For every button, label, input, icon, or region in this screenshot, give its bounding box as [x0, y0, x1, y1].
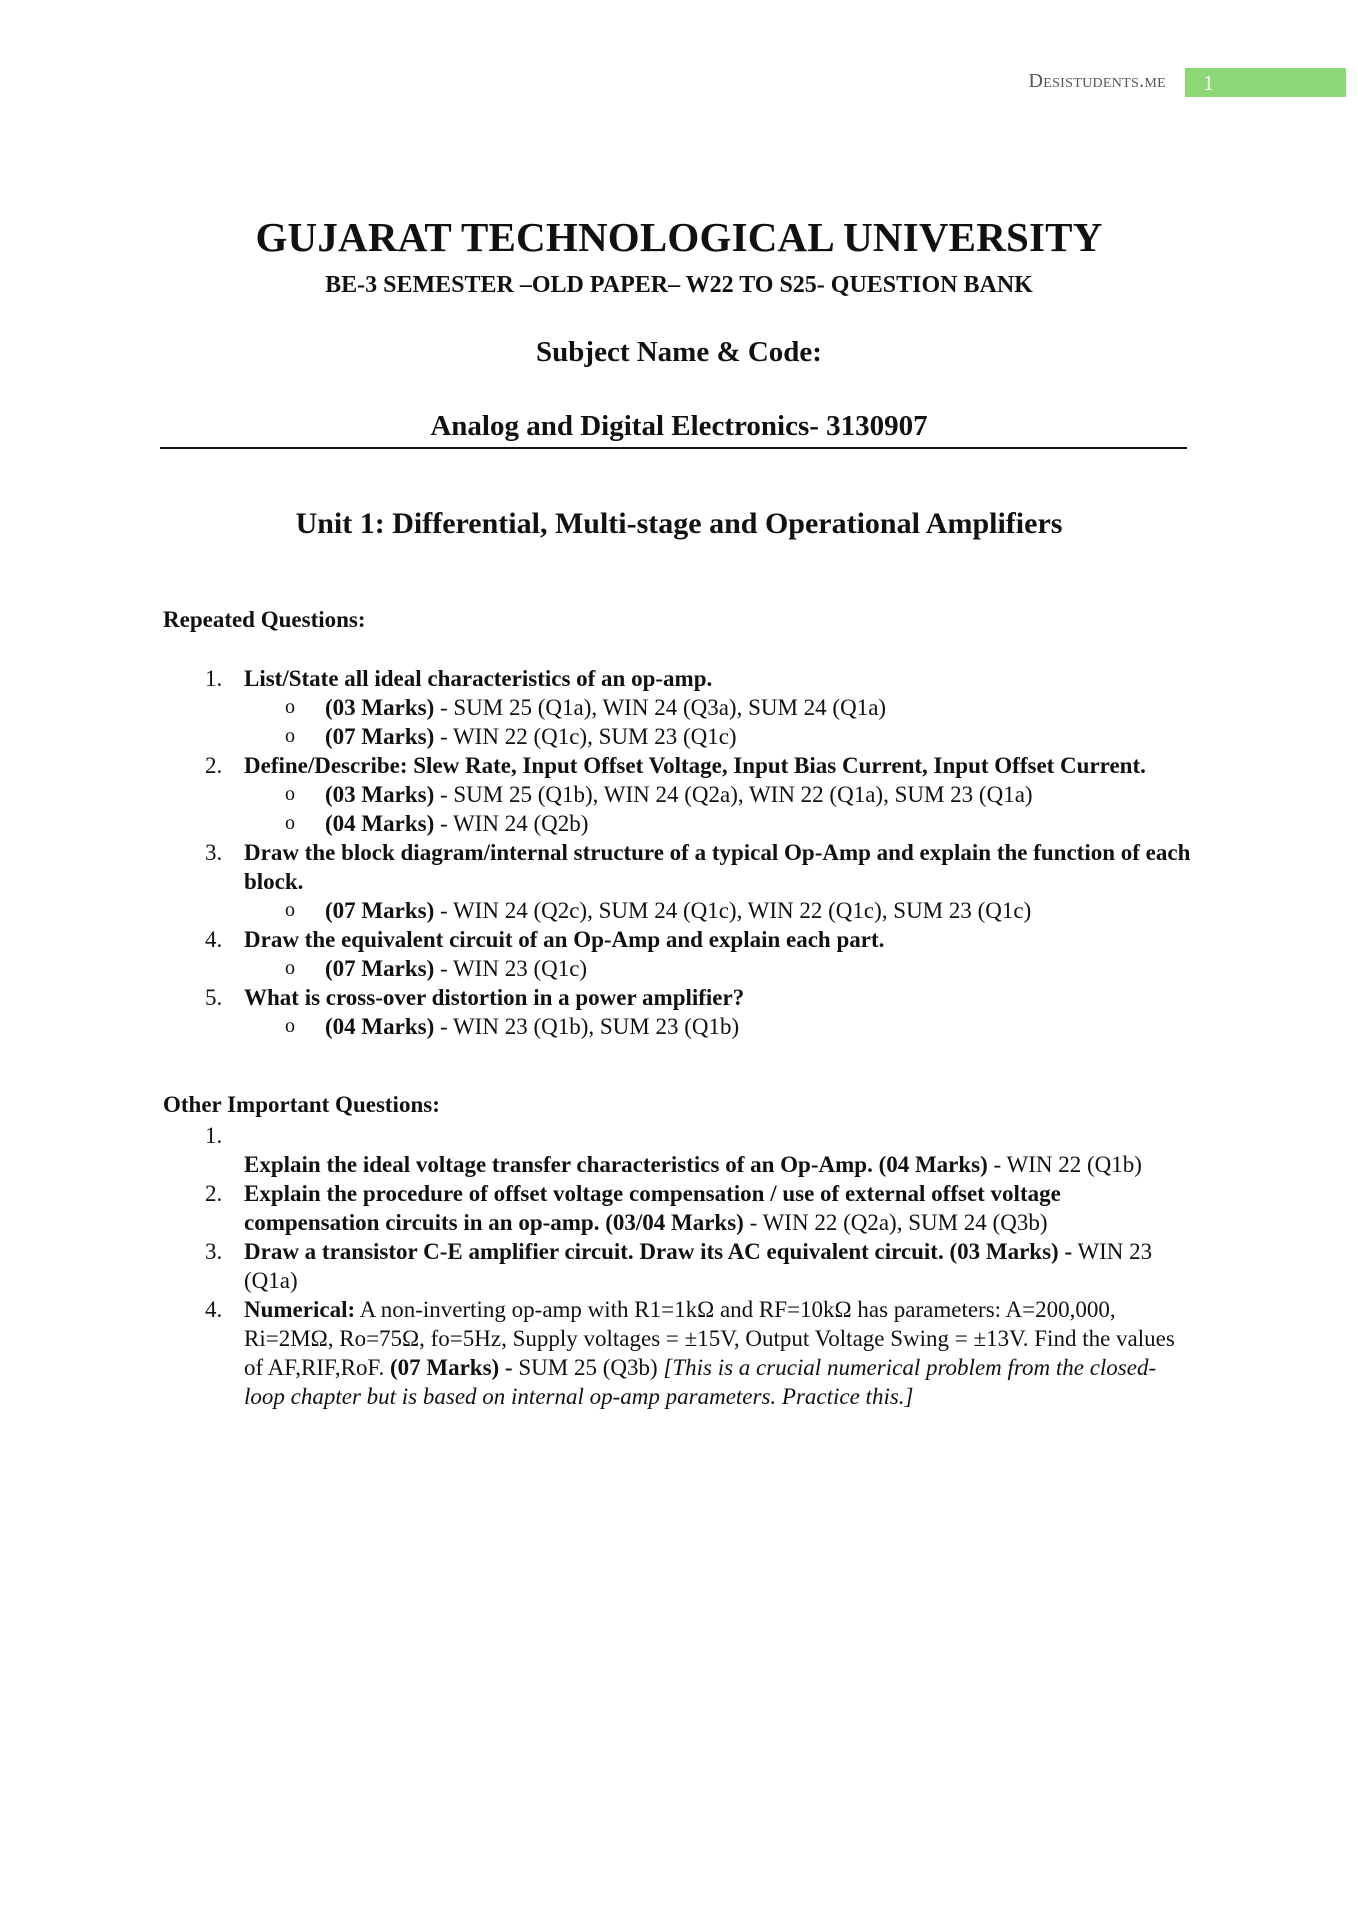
question-item — [163, 1295, 1193, 1411]
exam-references: WIN 23 (Q1a) — [244, 1239, 1153, 1293]
unit-title: Unit 1: Differential, Multi-stage and Operational Amplifiers — [295, 507, 1063, 540]
question-item — [163, 751, 1193, 780]
question-number: 2. — [205, 753, 223, 778]
bullet-circle-icon: o — [285, 957, 295, 979]
marks-label: (04 Marks) — [325, 811, 435, 836]
marks-label: (04 Marks) — [325, 1014, 435, 1039]
question-number: 5. — [205, 985, 223, 1010]
repeated-questions-list — [163, 664, 1193, 1041]
question-item — [163, 1121, 1193, 1179]
question-text: List/State all ideal characteristics of an op-amp. — [244, 666, 713, 691]
marks-label: (07 Marks) — [325, 956, 435, 981]
question-number: 2. — [205, 1181, 223, 1206]
document-subtitle: BE-3 SEMESTER –OLD PAPER– W22 TO S25- QUESTION BANK — [325, 272, 1033, 298]
question-text: What is cross-over distortion in a power amplifier? — [244, 985, 745, 1010]
question-item — [163, 925, 1193, 954]
bullet-circle-icon: o — [285, 696, 295, 718]
bullet-circle-icon: o — [285, 812, 295, 834]
marks-label: (03 Marks) — [325, 695, 435, 720]
question-number: 1. — [205, 1123, 223, 1148]
exam-references: - WIN 22 (Q1c), SUM 23 (Q1c) — [434, 724, 737, 749]
marks-bullet — [163, 693, 1193, 722]
exam-references: - WIN 23 (Q1c) — [434, 956, 588, 981]
numerical-label: Numerical: — [244, 1297, 356, 1322]
marks-bullet — [163, 809, 1193, 838]
question-number: 4. — [205, 1297, 223, 1322]
marks-label: (07 Marks) — [325, 898, 435, 923]
repeated-questions-heading: Repeated Questions: — [163, 607, 366, 632]
marks-bullet — [163, 722, 1193, 751]
question-text — [244, 1297, 1175, 1409]
question-text — [244, 1152, 1142, 1177]
question-item — [163, 983, 1193, 1012]
marks-bullet — [163, 896, 1193, 925]
question-text: Draw the block diagram/internal structure of a typical Op-Amp and explain the function of each block. — [244, 840, 1191, 894]
bullet-circle-icon: o — [285, 725, 295, 747]
marks-bullet — [163, 1012, 1193, 1041]
exam-references: - SUM 25 (Q1a), WIN 24 (Q3a), SUM 24 (Q1a) — [434, 695, 887, 720]
question-text: Draw the equivalent circuit of an Op-Amp and explain each part. — [244, 927, 885, 952]
marks-bullet — [163, 780, 1193, 809]
exam-references: - WIN 24 (Q2b) — [434, 811, 589, 836]
site-name: Desistudents.me — [1028, 70, 1166, 92]
horizontal-rule — [160, 447, 1187, 449]
question-item — [163, 838, 1193, 896]
other-questions-heading: Other Important Questions: — [163, 1092, 440, 1117]
question-number: 1. — [205, 666, 223, 691]
question-item — [163, 664, 1193, 693]
question-bold-text: Explain the ideal voltage transfer characteristics of an Op-Amp. (04 Marks) — [244, 1152, 988, 1177]
question-text — [244, 1181, 1061, 1235]
bullet-circle-icon: o — [285, 899, 295, 921]
practice-note: [This is a crucial numerical problem from the closed-loop chapter but is based on internal op-amp parameters. Practice this.] — [244, 1355, 1157, 1409]
bullet-circle-icon: o — [285, 783, 295, 805]
question-item — [163, 1237, 1193, 1295]
question-text: Define/Describe: Slew Rate, Input Offset Voltage, Input Bias Current, Input Offset Current. — [244, 753, 1146, 778]
question-bold-text: Draw a transistor C-E amplifier circuit. Draw its AC equivalent circuit. (03 Marks) - — [244, 1239, 1073, 1264]
marks-label: (07 Marks) — [325, 724, 435, 749]
bullet-circle-icon: o — [285, 1015, 295, 1037]
question-bold-text: Explain the procedure of offset voltage compensation / use of external offset voltage compensation circuits in an op-amp. (03/04 Marks) — [244, 1181, 1061, 1235]
exam-references: - WIN 22 (Q2a), SUM 24 (Q3b) — [743, 1210, 1048, 1235]
page-header — [0, 68, 1358, 98]
question-number: 4. — [205, 927, 223, 952]
marks-label: (03 Marks) — [325, 782, 435, 807]
other-questions-list — [163, 1121, 1193, 1411]
marks-label: (07 Marks) - — [389, 1355, 513, 1380]
subject-name: Analog and Digital Electronics- 3130907 — [430, 410, 928, 442]
question-number: 3. — [205, 1239, 223, 1264]
subject-label: Subject Name & Code: — [536, 336, 822, 368]
numerical-problem-text: A non-inverting op-amp with R1=1kΩ and RF=10kΩ has parameters: A=200,000, Ri=2MΩ, Ro=75Ω, fo=5Hz, Supply voltages = ±15V, Output Voltage Swing = ±13V. Find the values of AF,RIF,RoF. — [244, 1297, 1175, 1380]
exam-references: - WIN 23 (Q1b), SUM 23 (Q1b) — [434, 1014, 740, 1039]
exam-references: SUM 25 (Q3b) — [512, 1355, 664, 1380]
exam-references: - WIN 22 (Q1b) — [987, 1152, 1142, 1177]
question-item — [163, 1179, 1193, 1237]
marks-bullet — [163, 954, 1193, 983]
exam-references: - WIN 24 (Q2c), SUM 24 (Q1c), WIN 22 (Q1c), SUM 23 (Q1c) — [434, 898, 1032, 923]
document-title: GUJARAT TECHNOLOGICAL UNIVERSITY — [255, 214, 1103, 260]
exam-references: - SUM 25 (Q1b), WIN 24 (Q2a), WIN 22 (Q1a), SUM 23 (Q1a) — [434, 782, 1033, 807]
page-number-badge: 1 — [1185, 68, 1346, 97]
question-number: 3. — [205, 840, 223, 865]
question-text — [244, 1239, 1152, 1293]
